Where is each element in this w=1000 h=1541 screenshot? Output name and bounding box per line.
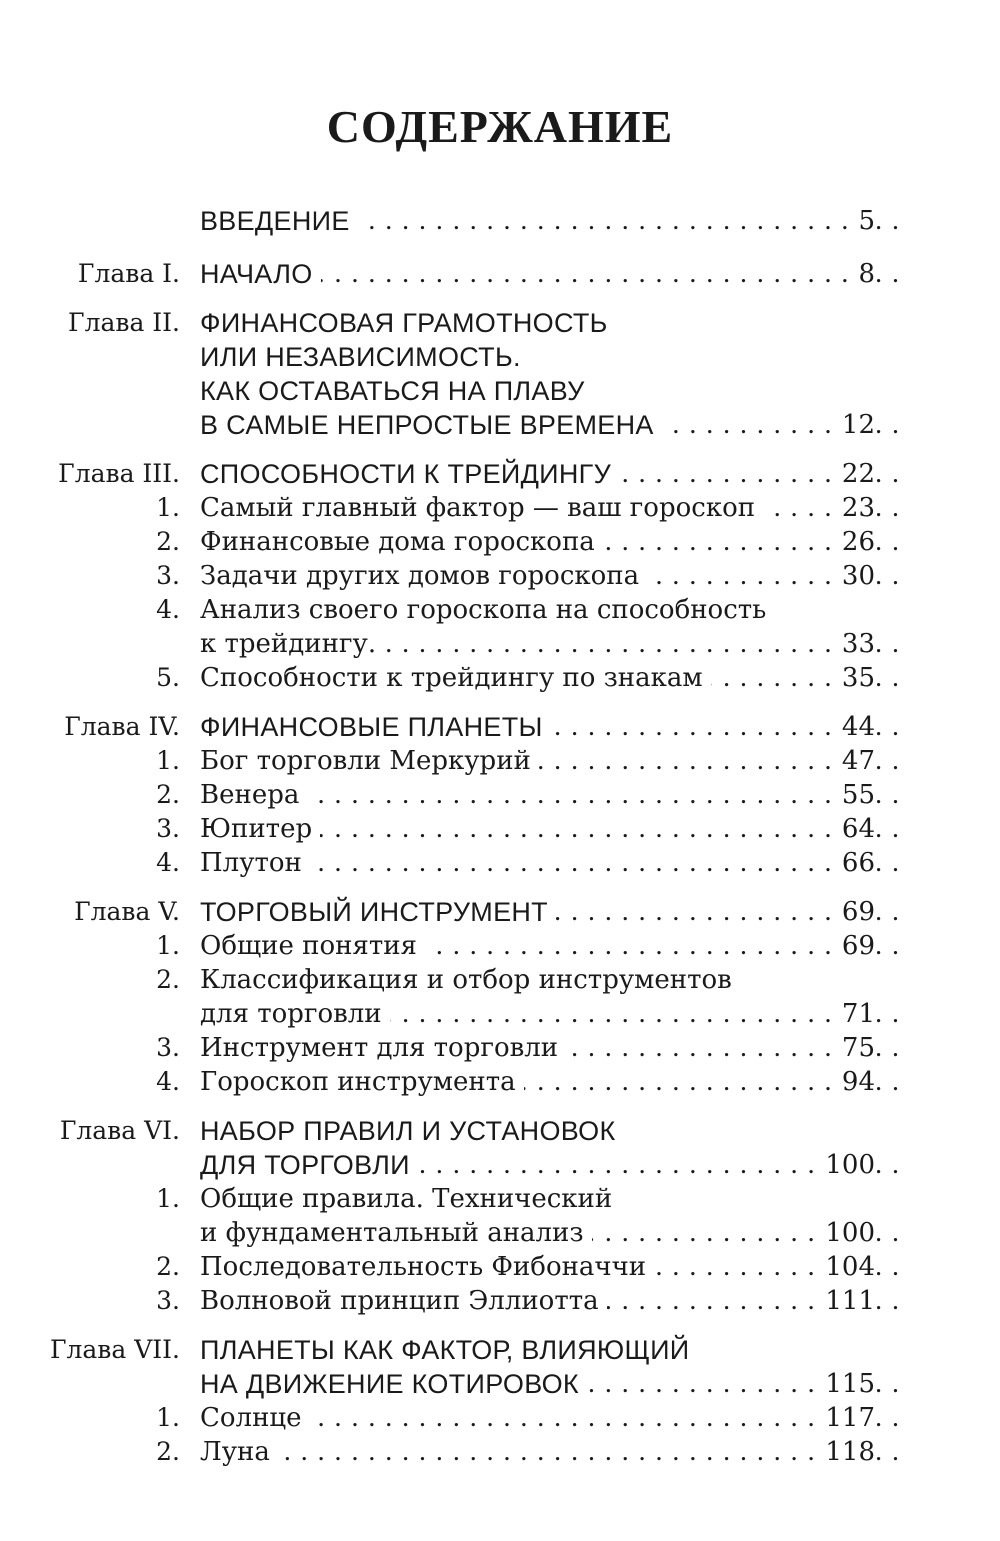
dot-leader [200,1435,900,1469]
toc-entry-label: 1. [156,746,180,775]
toc-entry [0,661,1000,695]
toc-entry-label: Глава I. [77,259,180,288]
toc-entry-title: КАК ОСТАВАТЬСЯ НА ПЛАВУ [200,374,593,408]
toc-entry-title: Гороскоп инструмента [200,1065,524,1099]
toc-entry [0,457,1000,491]
toc-entry-page: 55 [834,778,875,812]
toc-entry-label: Глава VI. [59,1116,180,1145]
toc-entry-title: ДЛЯ ТОРГОВЛИ [200,1148,418,1182]
toc-entry-label: 2. [156,965,180,994]
toc-entry-page: 69 [834,895,875,929]
toc-entry-page: 23 [834,491,875,525]
toc-entry-title: Бог торговли Меркурий [200,744,539,778]
toc-entry-label: Глава III. [58,459,180,488]
toc-entry-page: 71 [834,997,875,1031]
toc-entry-page: 117 [817,1401,875,1435]
toc-entry [0,1367,1000,1401]
toc-entry [0,1401,1000,1435]
toc-entry [0,559,1000,593]
toc-entry [0,1182,1000,1216]
toc-entry-page: 8 [850,257,875,291]
toc-entry-label: 2. [156,1252,180,1281]
toc-entry [0,374,1000,408]
toc-entry-page: 75 [834,1031,875,1065]
toc-entry [0,1284,1000,1318]
toc-entry [0,627,1000,661]
toc-entry-label: Глава V. [74,897,180,926]
toc-entry-title: СПОСОБНОСТИ К ТРЕЙДИНГУ [200,457,619,491]
toc-entry-label: Глава VII. [49,1335,180,1364]
toc-entry [0,1065,1000,1099]
toc-entry [0,778,1000,812]
toc-entry [0,1031,1000,1065]
toc-entry [0,812,1000,846]
toc-entry-label: 4. [156,1067,180,1096]
toc-entry-label: Глава IV. [64,712,180,741]
toc-entry-label: 2. [156,1437,180,1466]
toc-entry-page: 100 [817,1216,875,1250]
toc-entry [0,744,1000,778]
toc-entry-title: для торговли [200,997,390,1031]
toc-entry-title: ТОРГОВЫЙ ИНСТРУМЕНТ [200,895,556,929]
toc-entry-page: 115 [817,1367,875,1401]
toc-entry-title: Классификация и отбор инструментов [200,963,740,997]
toc-entry-label: 4. [156,595,180,624]
toc-entry-page: 12 [834,408,875,442]
toc-entry [0,895,1000,929]
toc-entry [0,1114,1000,1148]
toc-entry-title: Общие понятия [200,929,425,963]
toc-entry-title: ФИНАНСОВЫЕ ПЛАНЕТЫ [200,710,551,744]
toc-entry-label: 1. [156,931,180,960]
toc-entry-label: 1. [156,1403,180,1432]
toc-entry-title: Способности к трейдингу по знакам [200,661,711,695]
toc-entry-title: Финансовые дома гороскопа [200,525,603,559]
toc-entry-title: Солнце [200,1401,310,1435]
toc-entry [0,593,1000,627]
toc-entry-page: 30 [834,559,875,593]
toc-entry-title: Плутон [200,846,310,880]
toc-entry-page: 33 [834,627,875,661]
toc-entry-page: 47 [834,744,875,778]
toc-entry-label: 3. [156,814,180,843]
toc-entry-page: 111 [817,1284,875,1318]
toc-entry-label: 1. [156,1184,180,1213]
toc-entry-title: Самый главный фактор — ваш гороскоп [200,491,763,525]
toc-entry-page: 35 [834,661,875,695]
toc-entry [0,340,1000,374]
toc-entry-page: 5 [850,204,875,238]
toc-entry-page: 66 [834,846,875,880]
toc-entry-label: 3. [156,1033,180,1062]
toc-entry-page: 26 [834,525,875,559]
toc-entry [0,846,1000,880]
toc-entry-label: 2. [156,780,180,809]
toc-entry-title: Анализ своего гороскопа на способность [200,593,774,627]
toc-entry [0,929,1000,963]
toc-entry [0,257,1000,291]
toc-entry [0,204,1000,238]
toc-entry [0,525,1000,559]
toc-entry-title: НА ДВИЖЕНИЕ КОТИРОВОК [200,1367,587,1401]
toc-entry [0,1333,1000,1367]
toc-entry-page: 94 [834,1065,875,1099]
toc-entry-page: 118 [817,1435,875,1469]
toc-entry-page: 64 [834,812,875,846]
toc-entry-title: ФИНАНСОВАЯ ГРАМОТНОСТЬ [200,306,616,340]
toc-entry [0,1216,1000,1250]
toc-entry-page: 100 [817,1148,875,1182]
toc-entry-title: ПЛАНЕТЫ КАК ФАКТОР, ВЛИЯЮЩИЙ [200,1333,698,1367]
toc-entry-title: В САМЫЕ НЕПРОСТЫЕ ВРЕМЕНА [200,408,662,442]
toc-entry-title: Волновой принцип Эллиотта [200,1284,607,1318]
toc-entry [0,1435,1000,1469]
toc-entry-label: 5. [156,663,180,692]
toc-entry-title: Юпитер [200,812,320,846]
toc-entry-title: Венера [200,778,307,812]
toc-entry-title: Задачи других домов гороскопа [200,559,647,593]
toc-entry [0,1148,1000,1182]
toc-entry [0,306,1000,340]
toc-entry [0,963,1000,997]
toc-entry-page: 69 [834,929,875,963]
toc-entry-title: Последовательность Фибоначчи [200,1250,654,1284]
toc-entry [0,491,1000,525]
toc-entry-label: 1. [156,493,180,522]
toc-entry-label: 3. [156,1286,180,1315]
toc-entry-title: Общие правила. Технический [200,1182,620,1216]
page-title: СОДЕРЖАНИЕ [326,101,674,152]
toc-entry-page: 44 [834,710,875,744]
toc-entry-page: 104 [817,1250,875,1284]
toc-entry-title: Луна [200,1435,278,1469]
toc-entry-title: ИЛИ НЕЗАВИСИМОСТЬ. [200,340,529,374]
toc-entry-title: НАЧАЛО [200,257,321,291]
toc-entry-title: к трейдингу. [200,627,384,661]
toc-entry-title: и фундаментальный анализ [200,1216,592,1250]
toc-entry-label: 4. [156,848,180,877]
toc-entry-label: 2. [156,527,180,556]
toc-entry-title: НАБОР ПРАВИЛ И УСТАНОВОК [200,1114,624,1148]
toc-entry [0,408,1000,442]
toc-entry-title: Инструмент для торговли [200,1031,566,1065]
toc-entry [0,1250,1000,1284]
toc-entry-title: ВВЕДЕНИЕ [200,204,358,238]
toc-entry-label: Глава II. [68,308,180,337]
toc-entry [0,710,1000,744]
toc-entry [0,997,1000,1031]
toc-entry-page: 22 [834,457,875,491]
toc-entry-label: 3. [156,561,180,590]
